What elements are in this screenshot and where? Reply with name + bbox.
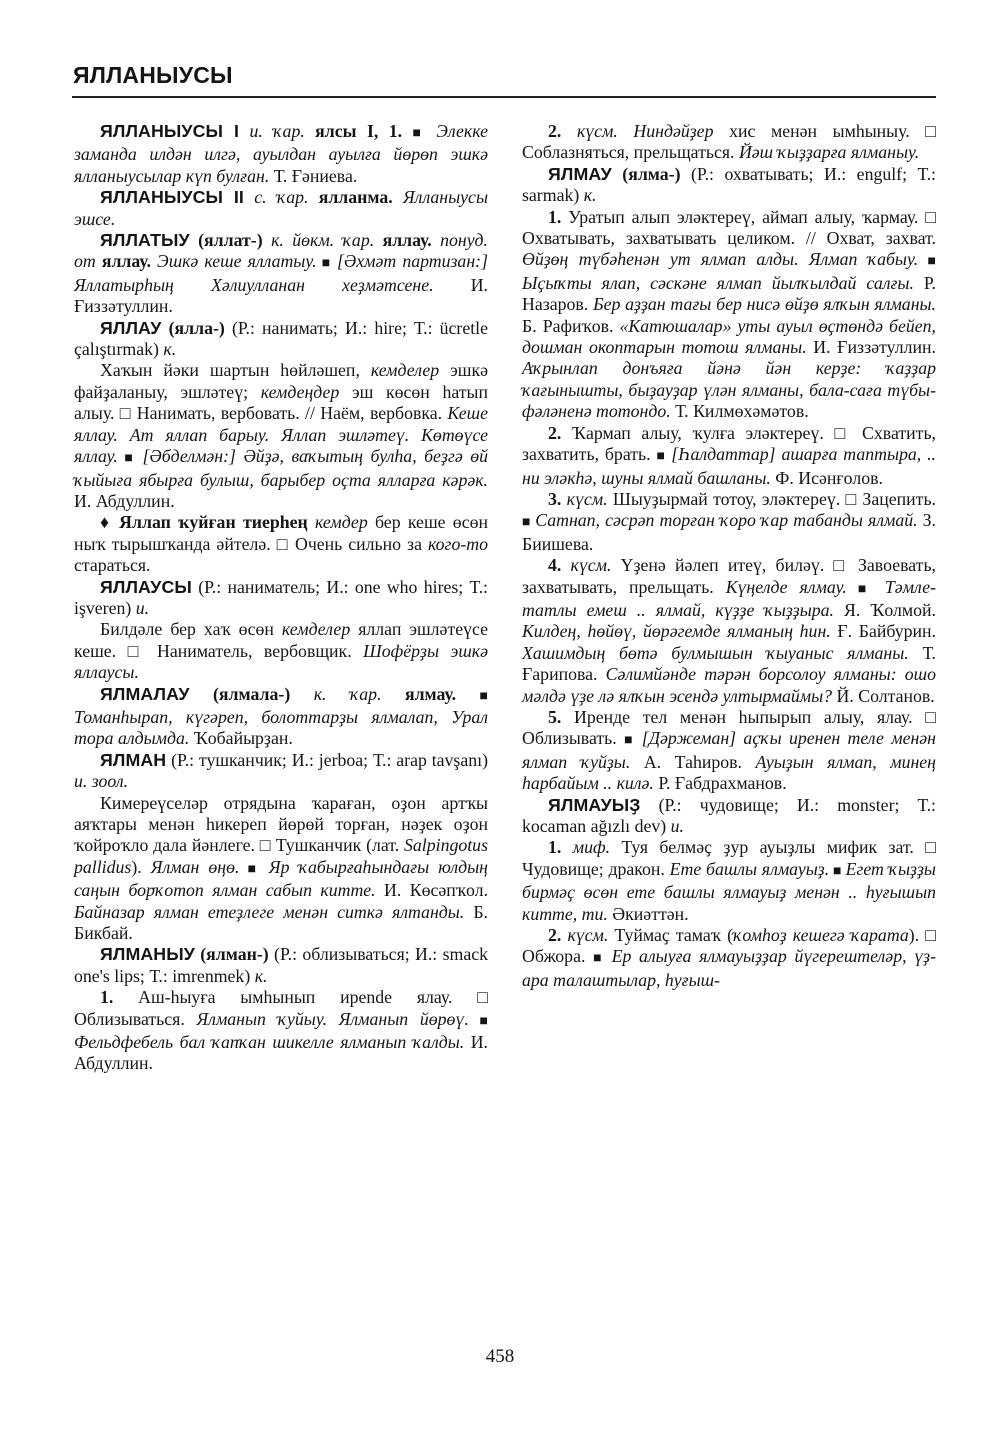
header-rule [72,96,936,98]
text-run: И. Абдуллин. [74,1032,488,1074]
text-run: (ялман-) [194,944,269,965]
text-run: яллау. [374,230,441,251]
text-run: Өйҙөң түбәһенән ут ялмап алды. Ялмап ҡабыу. [522,249,919,270]
dictionary-entry [74,944,488,987]
text-run: (яллат-) [189,230,263,251]
text-run: [Һалдаттар] ашарға таптыра, .. ни эләкһә, шуны ялмай башланы. [522,444,936,488]
text-run: [Дәржеман] аҫҡы иренен теле менән ялмап ҡуйҙы. [522,728,936,772]
text-run [290,684,313,704]
text-run: Р. Ғабдрахманов. [653,773,787,794]
example-marker: ■ [412,126,437,141]
entry-sense [74,512,488,576]
text-run: Туя белмәҫ ҙур ауыҙлы мифик зат. □ Чудовище; дракон. [522,837,936,879]
text-run: 2. [548,422,562,443]
example-marker: ■ [522,515,536,531]
text-run: эшкә файҙаланыу, эшләтеү; [74,360,488,402]
text-run: Шофёрҙы эшкә яллаусы. [74,640,488,683]
text-run: Сатнап, сәсрәп торған ҡоро ҡар табанды ялмай. [535,510,918,531]
text-run: понуд. от [74,230,488,272]
text-run: Шыуҙырмай тотоу, эләктереү. □ Зацепить. [607,488,936,509]
text-run: к. [583,185,597,206]
dictionary-entry [74,750,488,793]
dictionary-entry [74,318,488,361]
text-run: кемдер [315,512,368,533]
text-run: к. [254,965,268,986]
text-run: И. Абдуллин. [74,490,175,511]
example-marker: ■ [468,1013,488,1029]
text-run: кемделер [370,360,440,381]
text-run: Ялман өңө. [150,856,240,877]
text-run: И. Ғиззәтуллин. [74,274,488,317]
text-run: Хаҡын йәки шартын һөйләшеп, [100,360,371,381]
text-run: (ялла-) [161,317,225,338]
dictionary-entry [74,577,488,620]
text-run: ялмау. [381,683,480,704]
text-run: 2. [548,925,562,946]
text-run: кемдеңдер [260,381,340,402]
text-run: яллап эшләтеүсе кеше. □ Наниматель, вербовщик. [74,619,488,661]
text-run: Ҡармап алыу, ҡулға эләктереү. □ Схватить, захватить, брать. [522,422,936,465]
text-run: Байназар ялман етеҙлеге менән ситкә ялтанды. [74,901,465,922]
headword: ЯЛМАН [100,749,167,770]
text-run [308,512,315,532]
example-marker: ■ [239,861,269,877]
text-run [239,121,249,141]
text-run: Аҡрынлап донъяға йәнә йән керҙе: ҡаҙҙар ҡағынышты, быҙауҙар үлән ялманы, бала-саға түбы-фәләненә тотондо. [522,358,936,422]
text-run: Т. Ғарипова. [522,642,936,685]
text-run: З. Биишева. [522,510,936,554]
left-column [74,121,488,1075]
example-marker: ■ [624,733,642,749]
text-run: эш көсөн һатып алыу. □ Нанимать, вербовать. // Наём, вербовка. [74,381,488,424]
text-run: Ҡобайырҙан. [189,728,293,749]
entry-sense [522,423,936,489]
text-run: [Әхмәт партизан:] Яллатырһың Хәлиулланан хеҙмәтсене. [74,251,488,295]
text-run: Фельдфебель бал ҡапҡан шикелле ялманып ҡалды. [74,1032,465,1053]
text-run: Ауыҙын ялмап, минең һарбайым .. килә. [522,751,937,794]
example-marker: ■ [479,688,488,704]
text-run: ялланма. [308,187,403,208]
entry-sense [74,987,488,1075]
text-run: Б. Бикбай. [74,901,488,944]
headword: ЯЛЛАТЫУ [100,230,190,251]
text-run: Иренде тел менән һыпырып алыу, ялау. □ Облизывать. [522,706,936,749]
headword: ЯЛЛАУСЫ [100,576,192,597]
text-run: Бер аҙҙан тағы бер нисә өйҙө ялҡын ялманы. [593,294,937,315]
text-run: Salpingotus pallidus [74,835,488,877]
text-run: Ялланыусы эшсе. [74,187,488,229]
text-run: Кимереүселәр отрядына ҡараған, оҙон артҡы аяҡтары менән һикереп йөрөй торған, нәҙек оҙон ҡойроҡло дала йәнлеге. □ Тушканчик (лат. [74,792,488,856]
text-run: Ялманып ҡуйыу. Ялманып йөрөү. [196,1008,469,1029]
text-run: Я. Ҡолмой. [833,599,936,620]
text-run: күсм. [566,488,608,509]
text-run: (Р.: облизываться; И.: smack one's lips; Т.: imrenmek) [74,944,488,986]
text-run: хис менән ымһыныу. □ Соблазняться, прельщаться. [522,121,936,163]
text-run: Уратып алып эләктереү, аймап алыу, ҡармау. □ Охватывать, захватывать целиком. // Охват, захват. [522,206,936,249]
text-run: Р. Назаров. [522,272,936,315]
entry-sense [74,360,488,512]
text-run: (Р.: нанимать; И.: hire; Т.: ücretle çalıştırmak) [74,317,488,360]
text-run: стараться. [74,555,151,576]
text-run: Тәмле-татлы емеш .. ялмай, күҙҙе ҡыҙҙыра. [522,576,937,620]
dictionary-entry [74,121,488,187]
text-run: к. [163,339,177,360]
text-run: Йәш ҡыҙҙарға ялманыу. [738,142,920,163]
dictionary-entry [74,187,488,230]
entry-sense [74,619,488,683]
headword: ЯЛМАНЫУ [100,944,195,965]
text-run [263,230,271,250]
text-run: кемделер [281,619,351,640]
text-run: Туймаҫ тамаҡ ( [608,925,733,946]
text-run: к. йөкм. ҡар. [271,230,375,251]
text-run: ♦ Яллап ҡуйған тиерһең [100,512,308,533]
text-run: миф. [572,837,611,858]
text-run: Ер алыуға ялмауыҙҙар йүгерештеләр, үҙ-ара талаштылар, һуғыш- [522,946,936,990]
text-run: и. [670,816,684,836]
example-marker: ■ [117,451,143,467]
example-marker: ■ [918,254,936,270]
text-run: 4. [548,555,562,576]
text-run: Элекке заманда илдән илгә, ауылдан ауылға йөрөп эшкә ялланыусылар күп булған. [74,121,488,186]
text-run: И. Көсәпҡол. [375,880,488,901]
text-run: Й. Солтанов. [832,685,935,706]
text-run: Егет ҡыҙҙы бирмәҫ өсөн ете башлы ялмауыҙ менән .. һуғышып китте, ти. [522,858,936,924]
text-run: (ялма-) [611,163,681,184]
text-run: (ялмала-) [189,683,291,704]
example-marker: ■ [656,449,672,465]
text-run: «Катюшалар» уты ауыл өҫтөндә бейеп, дошман окоптарын тотош ялманы. [522,315,936,358]
headword: ЯЛМАУ [548,163,612,184]
text-run: И. Ғиззәтуллин. [806,337,937,358]
text-run: Т. Ғәниева. [269,165,358,186]
text-run [244,187,254,207]
dictionary-entry [74,684,488,750]
entry-sense [522,707,936,795]
text-run: и. зоол. [74,771,129,792]
page-number: 458 [485,1346,515,1367]
text-run: (Р.: тушканчик; И.: jerboa; Т.: arap tavşanı) [166,749,488,770]
dictionary-entry [522,164,936,207]
text-run: Билдәле бер хаҡ өсөн [100,619,282,640]
text-run: 1. [100,987,114,1008]
entry-sense [522,837,936,925]
text-run: 2. [548,121,562,141]
text-run: Күңелде ялмау. [725,576,847,597]
text-run [561,837,572,857]
headword: ЯЛЛАНЫУСЫ II [100,187,244,208]
text-run: күсм. Ниндәйҙер [576,121,714,141]
text-run: Эшкә кеше яллатыу. [157,251,317,272]
example-marker: ■ [846,581,885,597]
text-run: Килдең, һөйөү, йөрәгемде ялманың һин. [522,621,831,642]
text-run [561,555,570,575]
text-run: Ыҫыҡты ялап, сәскәне ялмап йылҡылдай салғы. [522,272,914,293]
text-run: күсм. [570,555,612,576]
text-run: Кеше яллау. Ат яллап барыу. Яллап эшләтеү. Көтөүсе яллау. [74,403,488,467]
entry-sense [74,793,488,945]
text-run: (Р.: наниматель; И.: one who hires; Т.: işveren) [74,576,488,618]
example-marker: ■ [316,256,337,272]
text-run: [Әбделмән:] Әйҙә, ваҡытың булһа, беҙгә өй ҡыйыға ябырға булыш, барыбер оҫта ялларға кәрәк. [74,446,488,490]
text-run: Аш-һыуға ымһынып ирende ялау. □ Облизываться. [74,987,488,1029]
text-run: А. Таһиров. [630,751,756,772]
text-run: (Р.: охватывать; И.: engulf; Т.: sarmak) [522,163,936,206]
entry-sense [522,489,936,555]
text-run: яллау. [95,251,158,272]
right-column [522,121,936,991]
text-run: Сәлимйәнде тәрән борсолоу ялманы: ошо мәлдә үҙе лә ялҡын эсендә ултырмаймы? [522,664,936,706]
text-run: Ғ. Байбурин. [830,621,936,642]
text-run: с. ҡар. [254,187,309,208]
dictionary-entry [74,230,488,318]
headword: ЯЛЛАНЫУСЫ I [100,121,240,141]
text-run: 1. [548,837,562,858]
text-run: бер кеше өсөн ныҡ тырышҡанда әйтелә. □ Очень сильно за [74,512,488,554]
text-run [561,121,577,141]
text-run: 5. [548,706,562,727]
text-run: ҡомһоҙ кешегә ҡарата [733,925,909,946]
text-run: Б. Рафиҡов. [522,315,620,336]
entry-sense [522,925,936,991]
text-run: 3. [548,488,562,509]
text-run: ). □ Обжора. [522,925,936,967]
entry-sense [522,207,936,423]
example-marker: ■ [593,951,612,967]
headword: ЯЛЛАУ [100,317,162,338]
text-run: и. ҡар. [249,121,305,141]
text-run: ялсы I, 1. [304,121,413,141]
text-run: күсм. [567,925,609,946]
text-run: Т. Килмөхәмәтов. [670,401,809,422]
text-run: Хашимдың бөтә булмышын ҡыуаныс ялманы. [522,642,909,663]
text-run: Үҙенә йәлеп итеү, биләү. □ Завоевать, захватывать, прельщать. [522,555,937,597]
text-run: Ете башлы ялмауыҙ. [669,858,830,879]
text-run: 1. [548,206,562,227]
text-run: Әкиәттән. [607,903,689,924]
entry-sense [522,121,936,164]
text-run: и. [135,597,150,618]
text-run: кого-то [427,533,488,554]
entry-sense [522,555,936,707]
text-run: к. ҡар. [313,683,382,704]
example-marker: ■ [829,863,846,879]
text-run: Ф. Исәнғолов. [770,467,883,488]
dictionary-entry [522,795,936,838]
headword: ЯЛМАЛАУ [100,683,190,704]
text-run: ). [131,856,151,877]
headword: ЯЛМАУЫҘ [548,794,641,815]
text-run: Томанһырап, күгәреп, болоттарҙы ялмалап, Урал тора алдымда. [74,706,488,749]
running-head: ЯЛЛАНЫУСЫ [73,62,233,88]
text-run: (Р.: чудовище; И.: monster; Т.: kocaman ağızlı dev) [522,794,936,836]
text-run: Яр ҡабырғаһындағы юлдың саңын борҡотоп ялман сабып китте. [74,856,488,901]
